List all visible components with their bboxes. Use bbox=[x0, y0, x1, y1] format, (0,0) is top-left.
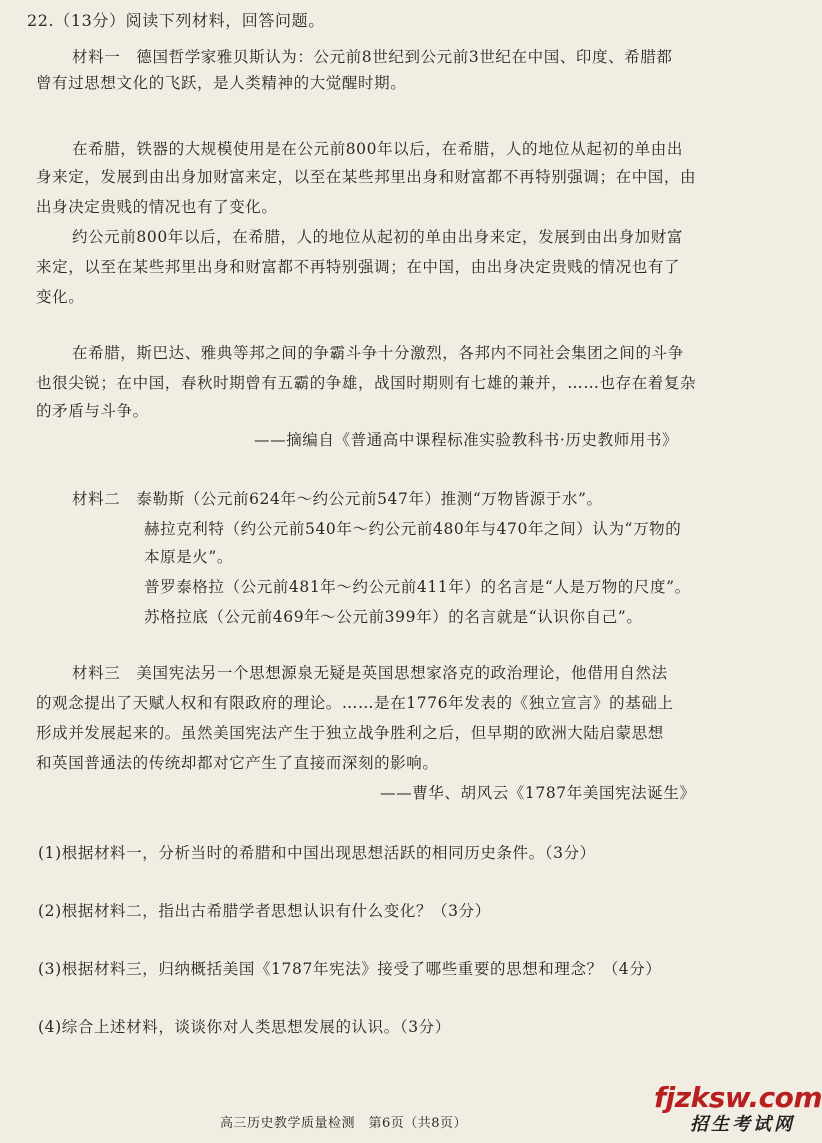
material1-p2-line2: 身来定，发展到由出身加财富来定，以至在某些邦里出身和财富都不再特别强调；在中国，由 bbox=[36, 168, 697, 186]
material1-p4-line2: 也很尖锐；在中国，春秋时期曾有五霸的争雄，战国时期则有七雄的兼并，……也存在着复杂 bbox=[36, 374, 697, 392]
material2-line1: 材料二 泰勒斯（公元前624年～约公元前547年）推测“万物皆源于水”。 bbox=[72, 490, 603, 508]
material3-line3: 形成并发展起来的。虽然美国宪法产生于独立战争胜利之后，但早期的欧洲大陆启蒙思想 bbox=[36, 724, 664, 742]
material2-line2: 赫拉克利特（约公元前540年～约公元前480年与470年之间）认为“万物的 bbox=[144, 520, 682, 538]
question-4: (4)综合上述材料，谈谈你对人类思想发展的认识。（3分） bbox=[38, 1018, 451, 1036]
watermark-tagline: 招生考试网 bbox=[690, 1114, 795, 1135]
material1-p1-line1: 材料一 德国哲学家雅贝斯认为：公元前8世纪到公元前3世纪在中国、印度、希腊都 bbox=[72, 48, 673, 66]
material1-p3-line2: 来定，以至在某些邦里出身和财富都不再特别强调；在中国，由出身决定贵贱的情况也有了 bbox=[36, 258, 681, 276]
material2-line4: 普罗泰格拉（公元前481年～约公元前411年）的名言是“人是万物的尺度”。 bbox=[144, 578, 691, 596]
material1-p3-line1: 约公元前800年以后，在希腊，人的地位从起初的单由出身来定，发展到由出身加财富 bbox=[72, 228, 683, 246]
material3-line2: 的观念提出了天赋人权和有限政府的理论。……是在1776年发表的《独立宣言》的基础上 bbox=[36, 694, 674, 712]
material3-source: ——曹华、胡风云《1787年美国宪法诞生》 bbox=[380, 784, 696, 802]
material2-line5: 苏格拉底（公元前469年～公元前399年）的名言就是“认识你自己”。 bbox=[144, 608, 643, 626]
material1-p1-line2: 曾有过思想文化的飞跃，是人类精神的大觉醒时期。 bbox=[36, 74, 407, 92]
material1-source: ——摘编自《普通高中课程标准实验教科书·历史教师用书》 bbox=[254, 431, 679, 449]
material1-p4-line1: 在希腊，斯巴达、雅典等邦之间的争霸斗争十分激烈，各邦内不同社会集团之间的斗争 bbox=[72, 344, 684, 362]
question-1: (1)根据材料一，分析当时的希腊和中国出现思想活跃的相同历史条件。（3分） bbox=[38, 844, 596, 862]
material3-line4: 和英国普通法的传统却都对它产生了直接而深刻的影响。 bbox=[36, 754, 439, 772]
question-heading: 22.（13分）阅读下列材料，回答问题。 bbox=[27, 11, 325, 30]
material1-p2-line1: 在希腊，铁器的大规模使用是在公元前800年以后，在希腊，人的地位从起初的单由出 bbox=[72, 140, 683, 158]
watermark-site-logo: fjzksw.com bbox=[654, 1081, 822, 1114]
material2-line3: 本原是火”。 bbox=[144, 548, 234, 566]
material1-p4-line3: 的矛盾与斗争。 bbox=[36, 402, 149, 420]
question-2: (2)根据材料二，指出古希腊学者思想认识有什么变化？（3分） bbox=[38, 902, 491, 920]
page-footer: 高三历史教学质量检测 第6页（共8页） bbox=[220, 1116, 468, 1131]
question-3: (3)根据材料三，归纳概括美国《1787年宪法》接受了哪些重要的思想和理念？（4分） bbox=[38, 960, 662, 978]
material3-line1: 材料三 美国宪法另一个思想源泉无疑是英国思想家洛克的政治理论，他借用自然法 bbox=[72, 664, 668, 682]
material1-p3-line3: 变化。 bbox=[36, 288, 85, 306]
material1-p2-line3: 出身决定贵贱的情况也有了变化。 bbox=[36, 198, 278, 216]
